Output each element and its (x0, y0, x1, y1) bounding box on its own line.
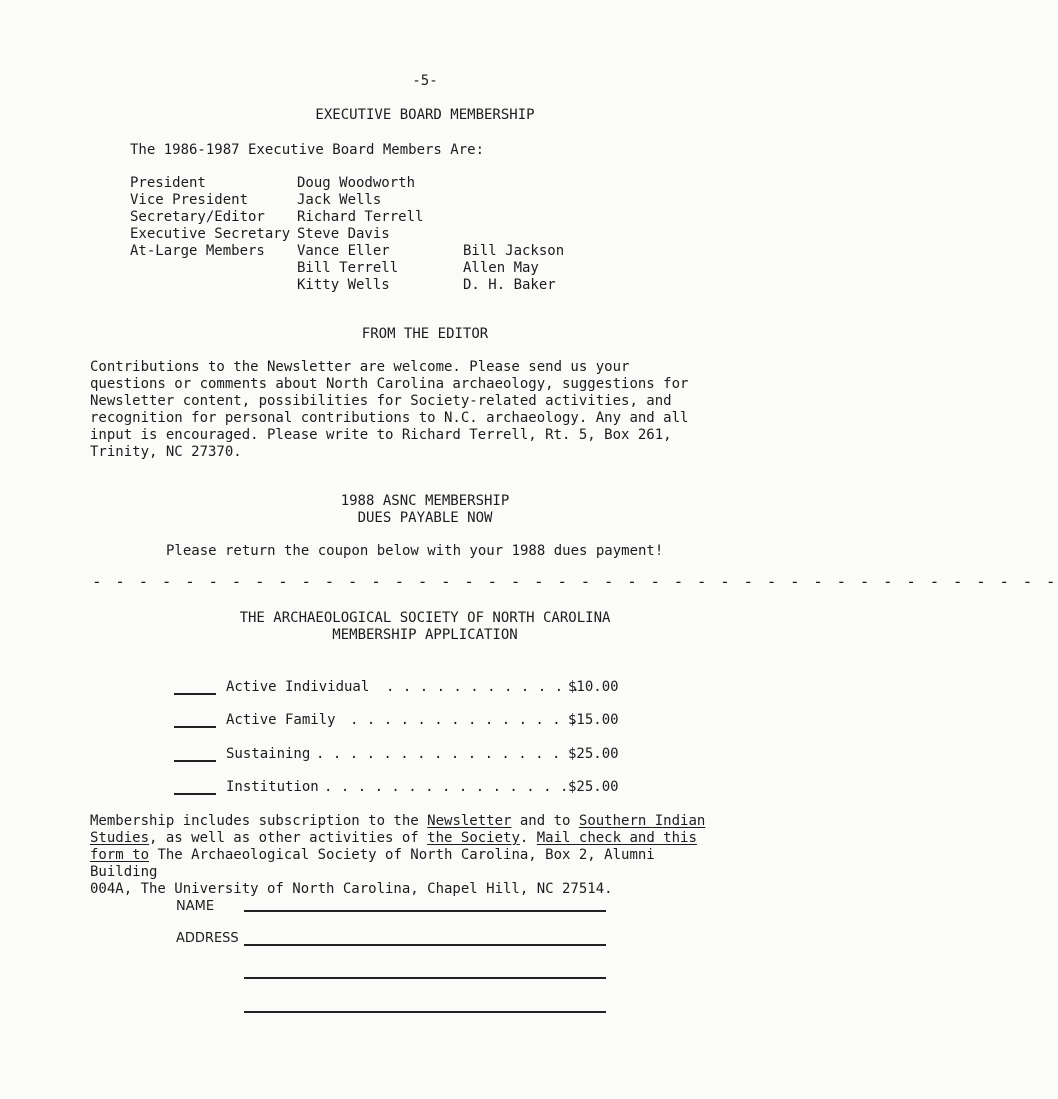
dues-heading-line2: DUES PAYABLE NOW (357, 510, 493, 526)
fee-row-active-family (174, 712, 634, 732)
fee-price: $10.00 (568, 679, 619, 695)
name-label: NAME (176, 899, 215, 914)
fee-leader-dots: . . . . . . . . . . . . . . . (324, 779, 569, 795)
board-role: Executive Secretary (130, 226, 291, 242)
fee-leader-dots: . . . . . . . . . . . . . . . (316, 746, 561, 762)
coupon-cut-line: - - - - - - - - - - - - - - - - - - - - - - - - - - - - - - - - - - - - - - - - - - (92, 572, 1058, 591)
board-member: Richard Terrell (297, 209, 424, 225)
board-role: President (130, 175, 206, 191)
board-role: Secretary/Editor (130, 209, 265, 225)
page-number: -5- (412, 73, 438, 89)
board-row (130, 226, 690, 243)
info-text: and to (511, 813, 579, 829)
fee-row-active-individual (174, 679, 634, 699)
info-newsletter: Newsletter (427, 813, 512, 829)
board-member: Allen May (463, 260, 539, 276)
board-member: Vance Eller (297, 243, 390, 259)
board-role: At-Large Members (130, 243, 265, 259)
board-intro: The 1986-1987 Executive Board Members Are: (130, 142, 485, 158)
info-the-society: the Society (427, 830, 520, 846)
dues-reminder: Please return the coupon below with your 1988 dues payment! (166, 543, 664, 559)
info-form-to: form to (90, 847, 150, 863)
application-title: THE ARCHAEOLOGICAL SOCIETY OF NORTH CAROLINA (239, 610, 611, 626)
info-text: . (519, 830, 537, 846)
info-southern-indian: Southern Indian (578, 813, 706, 829)
fee-label: Institution (226, 779, 319, 795)
address-field-line-2[interactable] (244, 977, 606, 979)
fee-checkbox-line[interactable] (174, 760, 216, 762)
board-row (130, 260, 690, 277)
dues-heading-line1: 1988 ASNC MEMBERSHIP (340, 493, 510, 509)
editor-paragraph: Contributions to the Newsletter are welcome. Please send us your questions or comments about North Carolina archaeology, suggestions for Newsletter content, possibilities for Society-related activities, and recognition for personal contributions to N.C. archaeology. Any and all input is encouraged. Please write to Richard Terrell, Rt. 5, Box 261, Trinity, NC 27370. (90, 359, 689, 460)
fee-checkbox-line[interactable] (174, 726, 216, 728)
board-row (130, 175, 690, 192)
fee-checkbox-line[interactable] (174, 693, 216, 695)
address-field-line-1[interactable] (244, 944, 606, 946)
board-member: Doug Woodworth (297, 175, 416, 191)
membership-info (90, 813, 730, 898)
fee-label: Active Family (226, 712, 336, 728)
board-row (130, 243, 690, 260)
board-member: Jack Wells (297, 192, 382, 208)
fee-leader-dots: . . . . . . . . . . . . . . (350, 712, 578, 728)
board-member: D. H. Baker (463, 277, 556, 293)
fee-price: $25.00 (568, 779, 619, 795)
address-label: ADDRESS (176, 931, 239, 946)
board-heading: EXECUTIVE BOARD MEMBERSHIP (315, 107, 535, 123)
board-row (130, 209, 690, 226)
fee-label: Sustaining (226, 746, 311, 762)
info-text: , as well as other activities of (149, 830, 428, 846)
board-member: Bill Jackson (463, 243, 565, 259)
info-studies: Studies (90, 830, 150, 846)
info-address: The Archaeological Society of North Carolina, Box 2, Alumni Building 004A, The University of North Carolina, Chapel Hill, NC 27514. (90, 847, 655, 897)
fee-row-institution (174, 779, 634, 799)
fee-price: $15.00 (568, 712, 619, 728)
info-text: Membership includes subscription to the (90, 813, 428, 829)
application-subtitle: MEMBERSHIP APPLICATION (332, 627, 518, 643)
board-row (130, 277, 690, 294)
address-field-line-3[interactable] (244, 1011, 606, 1013)
board-member: Bill Terrell (297, 260, 399, 276)
fee-row-sustaining (174, 746, 634, 766)
fee-leader-dots: . . . . . . . . . . . . (386, 679, 580, 695)
fee-price: $25.00 (568, 746, 619, 762)
board-role: Vice President (130, 192, 249, 208)
board-member: Steve Davis (297, 226, 390, 242)
editor-heading: FROM THE EDITOR (361, 326, 489, 342)
name-field-line[interactable] (244, 910, 606, 912)
info-mail-check: Mail check and this (536, 830, 697, 846)
fee-label: Active Individual (226, 679, 370, 695)
board-member: Kitty Wells (297, 277, 390, 293)
board-row (130, 192, 690, 209)
fee-checkbox-line[interactable] (174, 793, 216, 795)
